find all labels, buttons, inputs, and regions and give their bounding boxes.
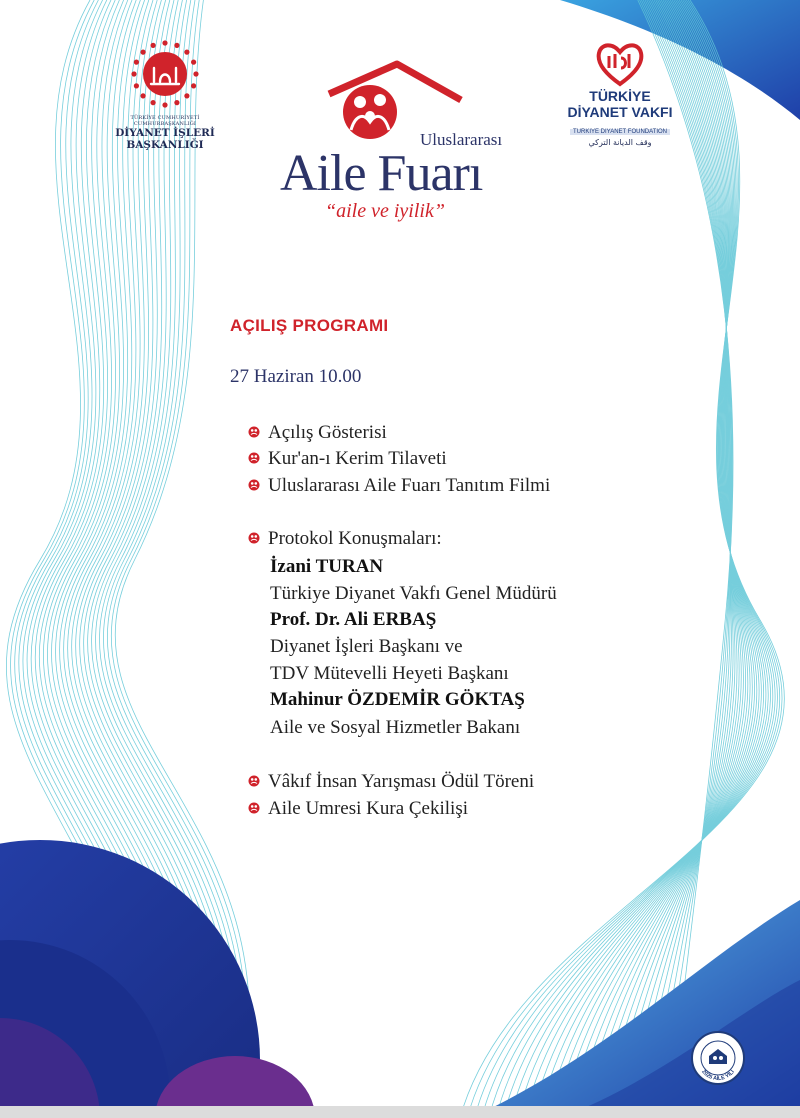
item-label: Açılış Gösterisi: [268, 422, 387, 443]
bullet-icon: [248, 802, 260, 814]
tdv-name-line2: DİYANET VAKFI: [567, 104, 673, 120]
tdv-heart-icon: [595, 40, 645, 88]
list-item: [248, 446, 447, 472]
bullet-icon: [248, 452, 260, 464]
item-label: Kur'an-ı Kerim Tilaveti: [268, 448, 447, 469]
tdv-name-line1: TÜRKİYE: [589, 88, 651, 104]
fair-slogan: “aile ve iyilik”: [325, 200, 445, 222]
badge-text: 2025 AİLE YILI: [700, 1069, 736, 1083]
bullet-icon: [248, 532, 260, 544]
diyanet-sub-line1: TÜRKİYE CUMHURİYETİ: [130, 115, 200, 121]
diyanet-main-line2: BAŞKANLIĞI: [126, 139, 204, 151]
fair-logo: [270, 60, 510, 230]
tdv-subtitle: TURKIYE DIYANET FOUNDATION: [570, 129, 670, 135]
speaker-role: Aile ve Sosyal Hizmetler Bakanı: [270, 717, 521, 738]
list-item-speeches: [248, 526, 442, 552]
speaker-name: Mahinur ÖZDEMİR GÖKTAŞ: [270, 689, 525, 710]
list-item: [248, 796, 468, 822]
program-date: 27 Haziran 10.00: [230, 366, 362, 387]
bullet-icon: [248, 426, 260, 438]
bullet-icon: [248, 775, 260, 787]
speaker-role: Türkiye Diyanet Vakfı Genel Müdürü: [270, 583, 557, 604]
tdv-arabic: وقف الديانة التركي: [588, 138, 652, 147]
family-year-badge-icon: [690, 1030, 746, 1086]
speaker-role: TDV Mütevelli Heyeti Başkanı: [270, 663, 509, 684]
program-heading: AÇILIŞ PROGRAMI: [230, 316, 389, 335]
list-item: [248, 473, 550, 499]
list-item: [248, 420, 387, 446]
bullet-icon: [248, 479, 260, 491]
fair-top-text: Uluslararası: [420, 130, 503, 149]
tdv-logo: [560, 40, 680, 150]
diyanet-sub-line2: CUMHURBAŞKANLIĞI: [133, 121, 197, 127]
item-label: Vâkıf İnsan Yarışması Ödül Töreni: [268, 771, 535, 792]
item-label: Aile Umresi Kura Çekilişi: [268, 798, 468, 819]
diyanet-logo: [110, 38, 220, 151]
speaker-name: İzani TURAN: [270, 556, 384, 577]
fair-title: Aile Fuarı: [280, 145, 483, 202]
speaker-name: Prof. Dr. Ali ERBAŞ: [270, 609, 437, 630]
speaker-role: Diyanet İşleri Başkanı ve: [270, 636, 463, 657]
item-label: Uluslararası Aile Fuarı Tanıtım Filmi: [268, 475, 551, 496]
speeches-label: Protokol Konuşmaları:: [268, 528, 442, 549]
list-item: [248, 769, 534, 795]
diyanet-main-line1: DİYANET İŞLERİ: [115, 127, 215, 139]
diyanet-emblem-icon: [110, 38, 220, 110]
